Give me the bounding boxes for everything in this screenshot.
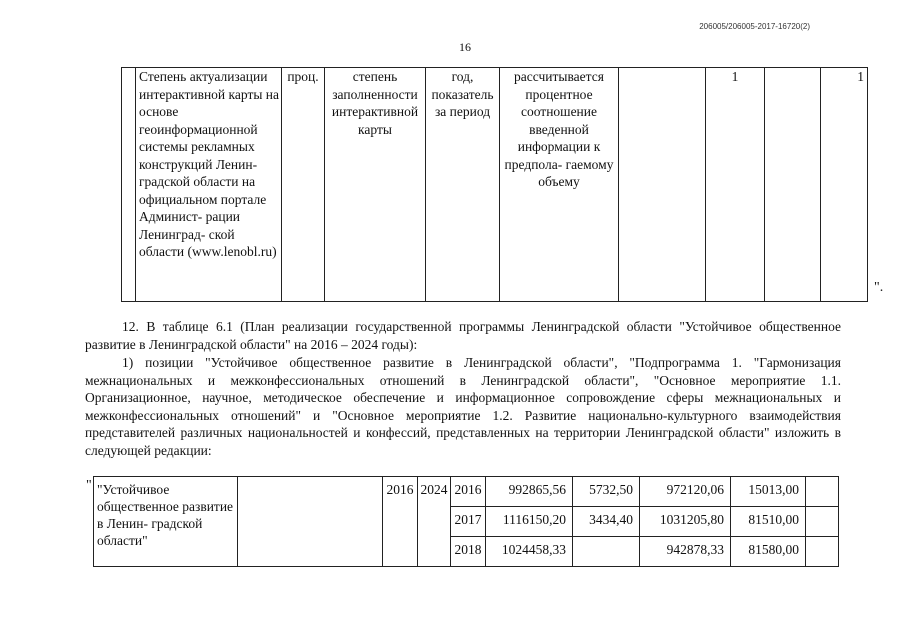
period-cell: год, показатель за период: [426, 68, 500, 302]
blank-cell: [238, 477, 383, 567]
paragraph-text: 12. В таблице 6.1 (План реализации государственной программы Ленинградской области "Устойчивое общественное развитие в Ленинградской области" на 2016 – 2024 годы):: [85, 319, 841, 352]
year-cell: 2018: [451, 537, 486, 567]
definition-cell: степень заполненности интерактивной карты: [325, 68, 426, 302]
value-cell: 1: [821, 68, 868, 302]
year-end-cell: 2024: [418, 477, 451, 567]
regional-cell: 972120,06: [640, 477, 731, 507]
funding-table: [93, 476, 839, 567]
total-cell: 992865,56: [486, 477, 573, 507]
unit-cell: проц.: [282, 68, 325, 302]
year-start-cell: 2016: [383, 477, 418, 567]
program-name-cell: "Устойчивое общественное развитие в Ленин- градской области": [94, 477, 238, 567]
method-cell: рассчитывается процентное соотношение введенной информации к предпола- гаемому объему: [500, 68, 619, 302]
regional-cell: 1031205,80: [640, 507, 731, 537]
indicator-name-cell: Степень актуализации интерактивной карты на основе геоинформационной системы рекламных конструкций Ленин- градской области на официальном портале Админист- рации Ленинград- ской области (www.lenobl.ru): [136, 68, 282, 302]
local-cell: 81580,00: [731, 537, 806, 567]
local-cell: 15013,00: [731, 477, 806, 507]
local-cell: 81510,00: [731, 507, 806, 537]
blank-cell: [122, 68, 136, 302]
total-cell: 1024458,33: [486, 537, 573, 567]
opening-quote: ": [86, 478, 92, 493]
total-cell: 1116150,20: [486, 507, 573, 537]
federal-cell: 3434,40: [573, 507, 640, 537]
year-cell: 2017: [451, 507, 486, 537]
paragraph-12: [85, 318, 841, 353]
table-row: [122, 68, 868, 302]
federal-cell: [573, 537, 640, 567]
blank-cell: [806, 537, 839, 567]
blank-cell: [765, 68, 821, 302]
year-cell: 2016: [451, 477, 486, 507]
table-row: [94, 477, 839, 507]
blank-cell: [806, 507, 839, 537]
closing-quote: ".: [874, 280, 884, 295]
paragraph-text: 1) позиции "Устойчивое общественное развитие в Ленинградской области", "Подпрограмма 1. "Гармонизация межнациональных и межконфессиональных отношений в Ленинградской области", "Основное мероприятие 1.1. Организационное, научное, методическое обеспечение и информационное сопровождение сферы межнациональных и межконфессиональных отношений" и "Основное мероприятие 1.2. Развитие национально-культурного взаимодействия представителей различных национальностей и конфессий, представленных на территории Ленинградской области" изложить в следующей редакции:: [85, 355, 841, 458]
blank-cell: [806, 477, 839, 507]
page-number: 16: [459, 40, 471, 54]
paragraph-1: [85, 354, 841, 459]
regional-cell: 942878,33: [640, 537, 731, 567]
value-cell: 1: [706, 68, 765, 302]
federal-cell: 5732,50: [573, 477, 640, 507]
blank-cell: [619, 68, 706, 302]
indicator-table: [121, 67, 868, 302]
document-id: 206005/206005-2017-16720(2): [699, 22, 810, 31]
